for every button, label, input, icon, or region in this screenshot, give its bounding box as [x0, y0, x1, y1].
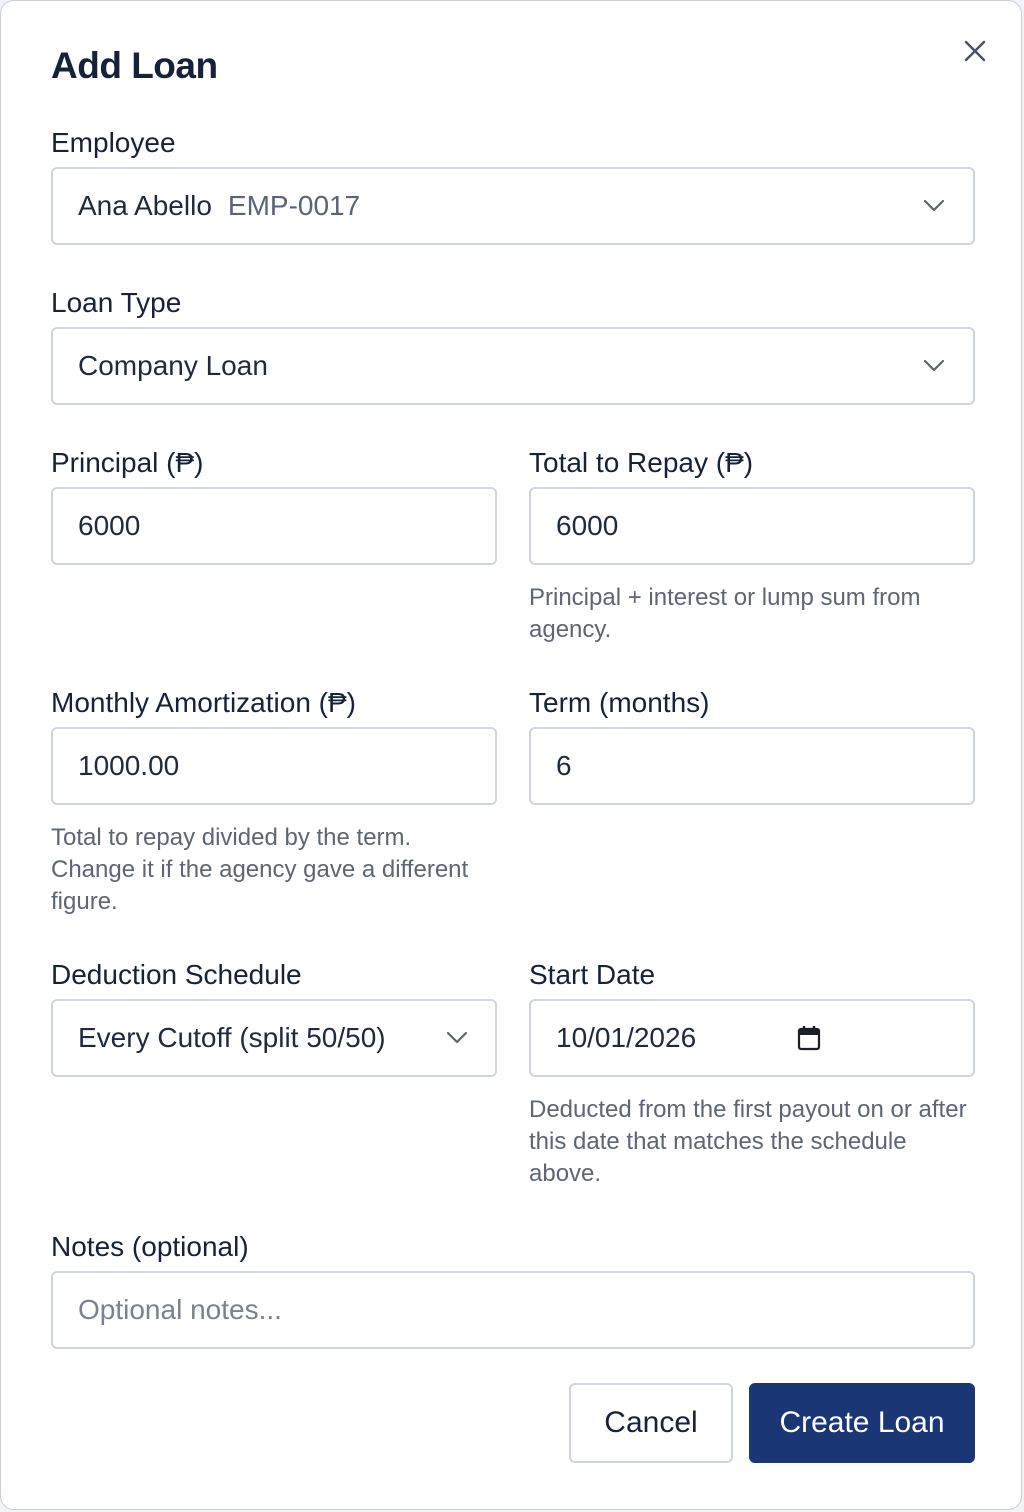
- start-date-value: 10/01/2026: [556, 1022, 697, 1053]
- dialog-title: Add Loan: [51, 45, 218, 86]
- close-icon: [963, 39, 987, 63]
- total-to-repay-help: Principal + interest or lump sum from agency.: [529, 584, 921, 643]
- total-to-repay-input[interactable]: [529, 487, 975, 565]
- principal-value: 6000: [78, 510, 141, 541]
- cancel-button[interactable]: Cancel: [569, 1383, 733, 1463]
- close-button[interactable]: [957, 33, 993, 69]
- monthly-amortization-help: Total to repay divided by the term. Change it if the agency gave a different figure.: [51, 824, 469, 915]
- term-label: Term (months): [529, 687, 710, 718]
- deduction-schedule-value: Every Cutoff (split 50/50): [78, 1022, 386, 1053]
- create-loan-button[interactable]: Create Loan: [749, 1383, 975, 1463]
- total-to-repay-value: 6000: [556, 510, 619, 541]
- loan-type-label: Loan Type: [51, 287, 182, 318]
- chevron-down-icon: [923, 199, 945, 213]
- loan-type-select[interactable]: [51, 327, 975, 405]
- loan-type-value: Company Loan: [78, 350, 268, 381]
- employee-id: EMP-0017: [227, 190, 361, 221]
- start-date-help: Deducted from the first payout on or after this date that matches the schedule above.: [529, 1096, 967, 1187]
- total-to-repay-label: Total to Repay (₱): [529, 447, 754, 478]
- employee-name: Ana Abello: [78, 190, 212, 221]
- monthly-amortization-label: Monthly Amortization (₱): [51, 687, 356, 718]
- calendar-icon[interactable]: [797, 1025, 821, 1051]
- term-value: 6: [556, 750, 572, 781]
- principal-input[interactable]: [51, 487, 497, 565]
- employee-label: Employee: [51, 127, 176, 158]
- deduction-schedule-label: Deduction Schedule: [51, 959, 302, 990]
- employee-select[interactable]: [51, 167, 975, 245]
- notes-placeholder: Optional notes...: [78, 1294, 282, 1325]
- notes-input[interactable]: [51, 1271, 975, 1349]
- monthly-amortization-value: 1000.00: [78, 750, 180, 781]
- monthly-amortization-input[interactable]: [51, 727, 497, 805]
- chevron-down-icon: [923, 359, 945, 373]
- start-date-label: Start Date: [529, 959, 656, 990]
- term-input[interactable]: [529, 727, 975, 805]
- chevron-down-icon: [446, 1031, 468, 1045]
- deduction-schedule-select[interactable]: [51, 999, 497, 1077]
- start-date-input[interactable]: [529, 999, 975, 1077]
- principal-label: Principal (₱): [51, 447, 204, 478]
- notes-label: Notes (optional): [51, 1231, 249, 1262]
